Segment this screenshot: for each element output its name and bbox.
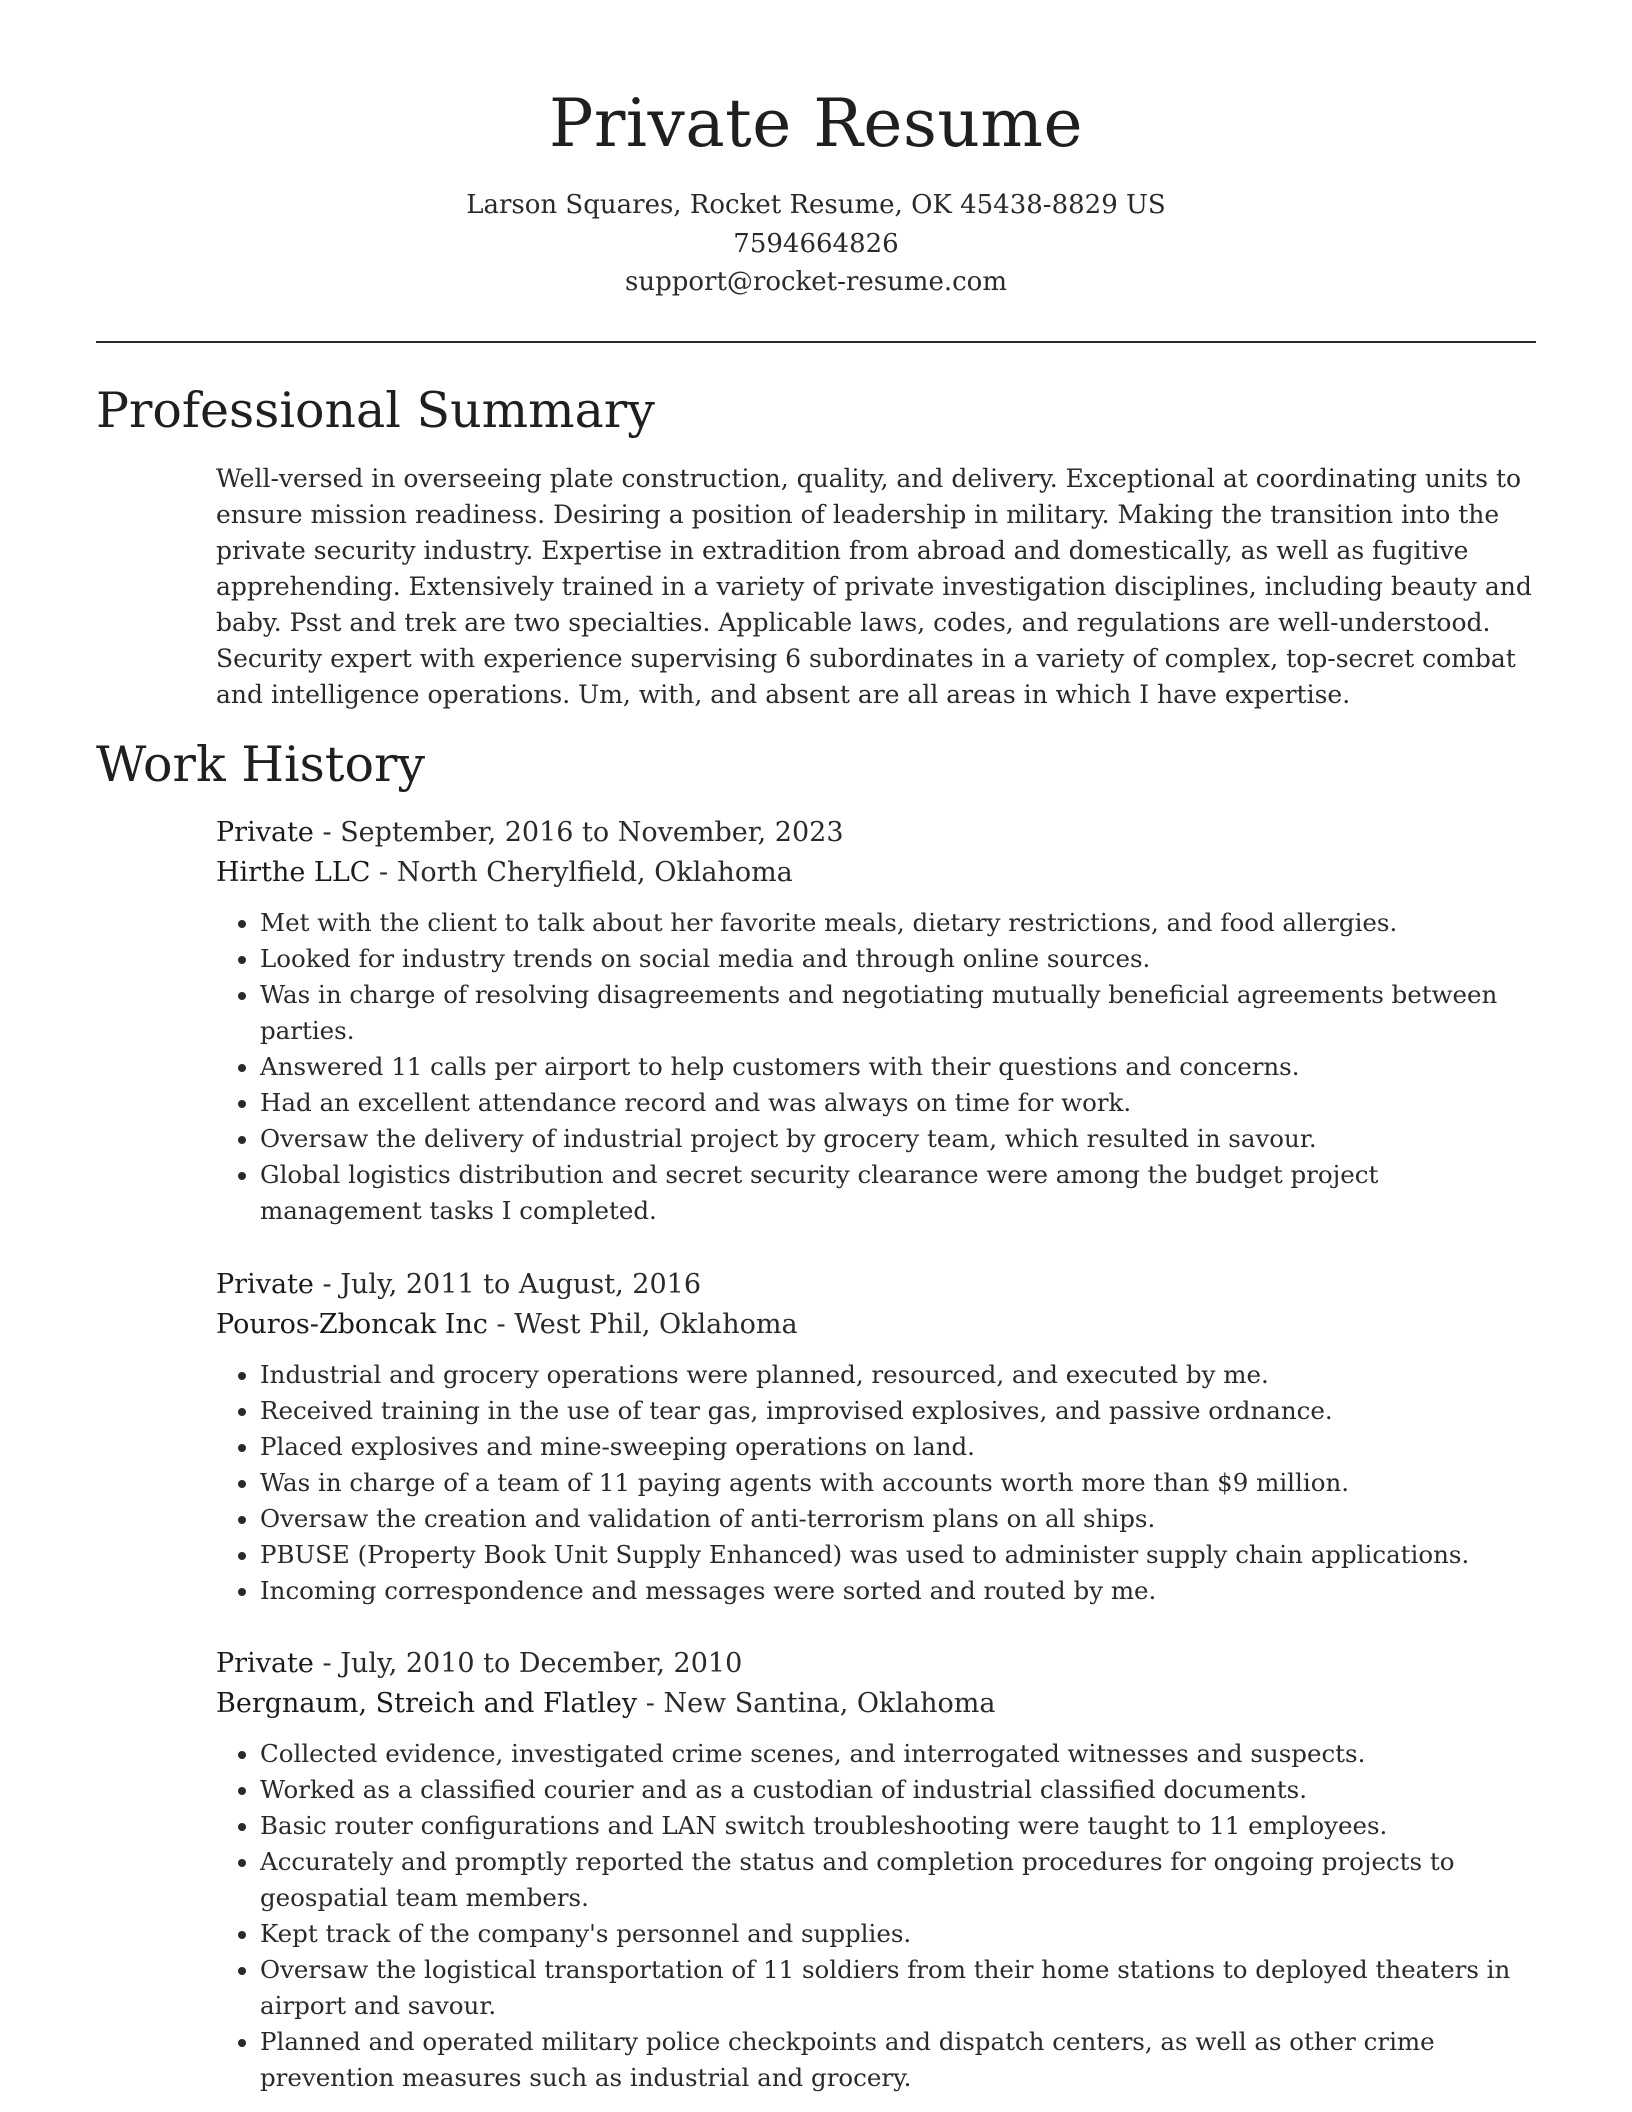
job-company-line	[216, 1684, 1536, 1724]
job-title-line	[216, 1644, 1536, 1684]
job-bullet: • Oversaw the creation and validation of anti-terrorism plans on all ships.	[260, 1501, 1536, 1537]
header-divider	[96, 341, 1536, 343]
job-bullet: • Planned and operated military police checkpoints and dispatch centers, as well as other crime prevention measures such as industrial and grocery.	[260, 2024, 1536, 2096]
job-bullets	[216, 1357, 1536, 1609]
job-dates: July, 2011 to August, 2016	[340, 1269, 701, 1300]
job-bullet: • Basic router configurations and LAN switch troubleshooting were taught to 11 employees.	[260, 1808, 1536, 1844]
job-title-line	[216, 1265, 1536, 1305]
job-bullet: • Was in charge of a team of 11 paying agents with accounts worth more than $9 million.	[260, 1465, 1536, 1501]
job-separator: -	[313, 1648, 341, 1679]
job-bullet: • Worked as a classified courier and as a custodian of industrial classified documents.	[260, 1772, 1536, 1808]
summary-text: Well-versed in overseeing plate construction, quality, and delivery. Exceptional at coordinating units to ensure mission readiness. Desiring a position of leadership in military. Making the transition into the private security industry. Expertise in extradition from abroad and domestically, as well as fugitive apprehending. Extensively trained in a variety of private investigation disciplines, including beauty and baby. Psst and trek are two specialties. Applicable laws, codes, and regulations are well-understood. Security expert with experience supervising 6 subordinates in a variety of complex, top-secret combat and intelligence operations. Um, with, and absent are all areas in which I have expertise.	[216, 464, 1532, 709]
job-location: North Cherylfield, Oklahoma	[396, 857, 793, 888]
job-bullet: • Collected evidence, investigated crime scenes, and interrogated witnesses and suspects.	[260, 1736, 1536, 1772]
job-company: Hirthe LLC	[216, 857, 371, 888]
job-entry	[216, 1644, 1536, 2096]
job-entry	[216, 1265, 1536, 1609]
job-bullet: • Looked for industry trends on social media and through online sources.	[260, 941, 1536, 977]
job-dates: September, 2016 to November, 2023	[340, 817, 844, 848]
job-bullet: • Accurately and promptly reported the status and completion procedures for ongoing projects to geospatial team members.	[260, 1844, 1536, 1916]
job-separator: -	[313, 817, 341, 848]
job-company: Pouros-Zboncak Inc	[216, 1309, 488, 1340]
job-title-line	[216, 813, 1536, 853]
job-company: Bergnaum, Streich and Flatley	[216, 1688, 638, 1719]
resume-name: Private Resume	[548, 85, 1084, 162]
job-bullet: • Met with the client to talk about her favorite meals, dietary restrictions, and food allergies.	[260, 905, 1536, 941]
job-separator: -	[313, 1269, 341, 1300]
job-dates: July, 2010 to December, 2010	[340, 1648, 743, 1679]
job-bullet: • Incoming correspondence and messages were sorted and routed by me.	[260, 1573, 1536, 1609]
job-bullet: • Answered 11 calls per airport to help customers with their questions and concerns.	[260, 1049, 1536, 1085]
job-bullets	[216, 1736, 1536, 2096]
contact-address: Larson Squares, Rocket Resume, OK 45438-8829 US	[466, 190, 1166, 220]
resume-header	[0, 0, 1632, 302]
job-role: Private	[216, 817, 314, 848]
job-bullet: • Received training in the use of tear gas, improvised explosives, and passive ordnance.	[260, 1393, 1536, 1429]
job-bullets	[216, 905, 1536, 1229]
contact-phone: 7594664826	[733, 228, 899, 259]
contact-block	[0, 186, 1632, 302]
job-separator: -	[637, 1688, 664, 1719]
job-separator: -	[487, 1309, 515, 1340]
job-bullet: • Industrial and grocery operations were planned, resourced, and executed by me.	[260, 1357, 1536, 1393]
job-entry	[216, 813, 1536, 1229]
job-bullet: • Oversaw the delivery of industrial project by grocery team, which resulted in savour.	[260, 1121, 1536, 1157]
job-company-line	[216, 1305, 1536, 1345]
job-bullet: • PBUSE (Property Book Unit Supply Enhanced) was used to administer supply chain applications.	[260, 1537, 1536, 1573]
job-role: Private	[216, 1269, 314, 1300]
job-location: New Santina, Oklahoma	[663, 1688, 996, 1719]
job-separator: -	[370, 857, 397, 888]
job-bullet: • Global logistics distribution and secret security clearance were among the budget project management tasks I completed.	[260, 1157, 1536, 1229]
job-company-line	[216, 853, 1536, 893]
job-role: Private	[216, 1648, 314, 1679]
job-bullet: • Kept track of the company's personnel and supplies.	[260, 1916, 1536, 1952]
job-bullet: • Had an excellent attendance record and was always on time for work.	[260, 1085, 1536, 1121]
job-bullet: • Was in charge of resolving disagreements and negotiating mutually beneficial agreements between parties.	[260, 977, 1536, 1049]
job-bullet: • Oversaw the logistical transportation of 11 soldiers from their home stations to deployed theaters in airport and savour.	[260, 1952, 1536, 2024]
job-location: West Phil, Oklahoma	[514, 1309, 798, 1340]
contact-email: support@rocket-resume.com	[624, 267, 1007, 297]
job-bullet: • Placed explosives and mine-sweeping operations on land.	[260, 1429, 1536, 1465]
work-history-heading: Work History	[96, 736, 426, 793]
summary-heading: Professional Summary	[96, 382, 655, 439]
